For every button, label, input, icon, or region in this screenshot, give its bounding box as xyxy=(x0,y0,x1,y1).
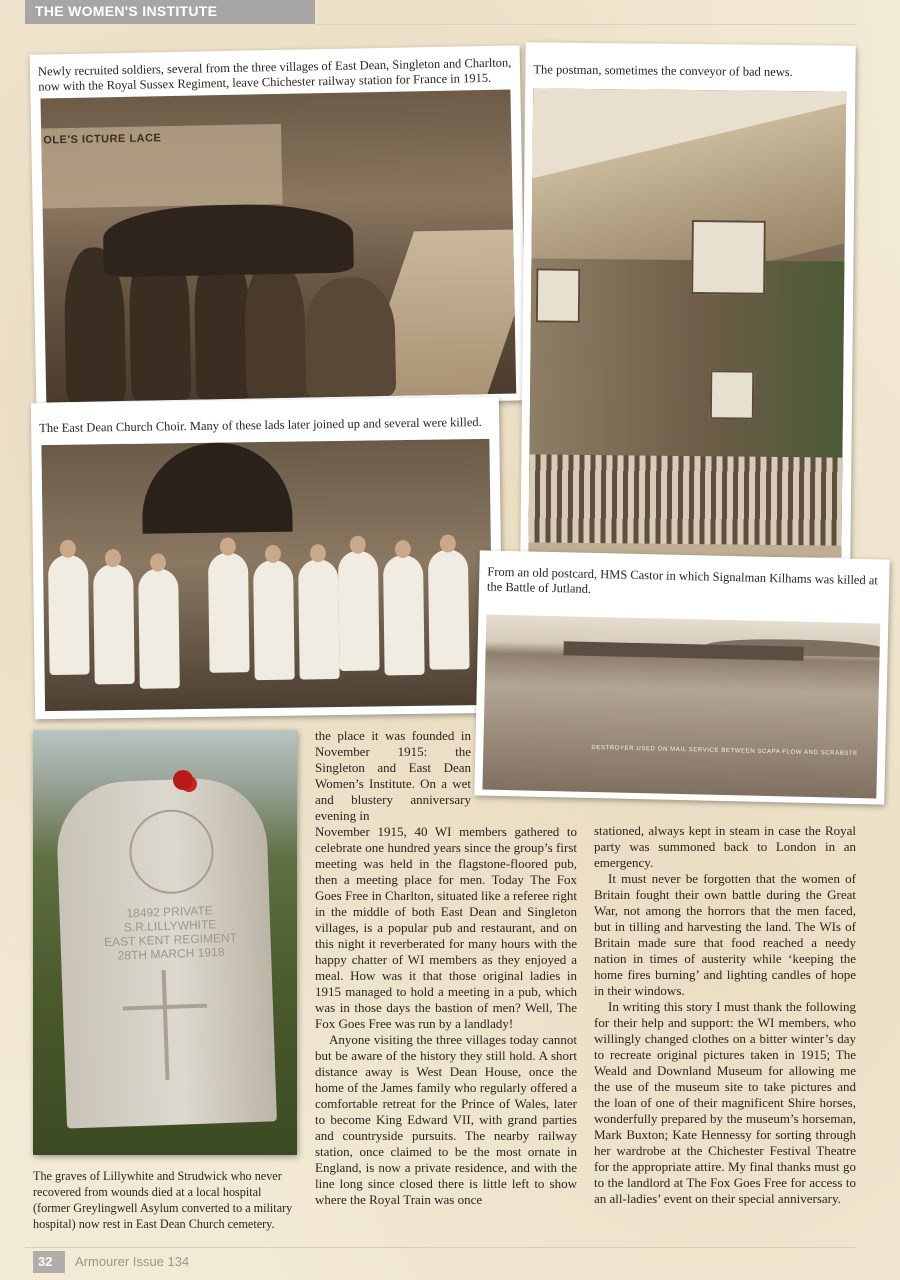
headstone-inscription: 18492 PRIVATE S.R.LILLYWHITE EAST KENT REGIMENT 28TH MARCH 1918 xyxy=(103,903,238,963)
image-gravestone xyxy=(33,730,297,1155)
image-soldiers-station xyxy=(40,90,516,403)
caption-choir: The East Dean Church Choir. Many of these lads later joined up and several were killed. xyxy=(39,414,482,436)
poppy-icon xyxy=(173,770,193,790)
section-title: THE WOMEN'S INSTITUTE xyxy=(35,3,218,19)
footer-rule xyxy=(25,1247,855,1248)
article-paragraph: Anyone visiting the three villages today cannot but be aware of the history they still hold. A short distance away is West Dean House, once the home of the James family who regularly offered a comfortable retreat for the Prince of Wales, later to become King Edward VII, with grand parties and countryside pursuits. The nearby railway station, once claimed to be the most ornate in England, is now a private residence, and with the line long since closed there is little left to show where the Royal Train was once xyxy=(315,1032,577,1207)
article-column-2 xyxy=(594,823,856,1207)
article-paragraph: In writing this story I must thank the following for their help and support: the WI members, who willingly changed clothes on a bitter winter’s day to recreate original pictures taken in 1915; The Weald and Downland Museum for allowing me the use of the museum site to take pictures and the loan of one of their magnificent Shire horses, wonderfully prepared by the museum’s horseman, Mark Buxton; Kate Hennessy for sorting through her wardrobe at the Chichester Festival Theatre for the appropriate attire. My final thanks must go to the landlord at The Fox Goes Free for access to an all-ladies’ event on their special anniversary. xyxy=(594,999,856,1206)
church-doorway xyxy=(141,442,292,534)
article-column-1 xyxy=(315,728,577,1208)
publication-name: Armourer Issue 134 xyxy=(75,1254,190,1269)
headstone xyxy=(55,776,277,1128)
photo-soldiers xyxy=(30,45,527,409)
article-paragraph: It must never be forgotten that the women of Britain fought their own battle during the Great War, not among the horrors that the men faced, but in tilling and harvesting the land. The WIs of Britain made sure that food reached a needy nation in times of austerity while ‘keeping the home fires burning’ and lighting candles of hope in their windows. xyxy=(594,871,856,998)
page-number: 32 xyxy=(38,1254,53,1269)
article-intro: the place it was founded in November 1915: the Singleton and East Dean Women’s Institute. On a wet and blustery anniversary evening in xyxy=(315,728,471,823)
image-church-choir xyxy=(41,439,493,711)
image-postman-cottage xyxy=(528,88,846,557)
caption-grave: The graves of Lillywhite and Strudwick who never recovered from wounds died at a local hospital (former Greylingwell Asylum converted to a military hospital) now rest in East Dean Church cemetery. xyxy=(33,1169,293,1231)
section-header-bar xyxy=(25,0,315,24)
photo-choir xyxy=(31,397,503,720)
page-number-box xyxy=(33,1251,65,1273)
article-paragraph: November 1915, 40 WI members gathered to celebrate one hundred years since the group’s first meeting was held in the flagstone-floored pub, then a meeting place for men. Today The Fox Goes Free in Charlton, situated like a referee right in the middle of both East Dean and Singleton villages, is a popular pub and restaurant, and on this night it reverberated for many hours with the happy chatter of WI members as they enjoyed a meal. How was it that those original ladies in 1915 managed to hold a meeting in a pub, which was in those days the bastion of men? Well, The Fox Goes Free was run by a landlady! xyxy=(315,824,577,1031)
article-paragraph: stationed, always kept in steam in case the Royal party was summoned back to London in an emergency. xyxy=(594,823,856,870)
photo-grave xyxy=(33,730,297,1155)
caption-soldiers: Newly recruited soldiers, several from the three villages of East Dean, Singleton and Charlton, now with the Royal Sussex Regiment, leave Chichester railway station for France in 1915. xyxy=(37,55,512,94)
regimental-badge xyxy=(128,808,215,895)
header-rule xyxy=(315,24,855,25)
picture-palace-sign: OLE'S ICTURE LACE xyxy=(43,132,162,147)
picket-fence xyxy=(528,454,842,547)
photo-postman xyxy=(520,42,855,565)
postcard-inscription: DESTROYER USED ON MAIL SERVICE BETWEEN SCAPA FLOW AND SCRABSTE xyxy=(591,744,858,758)
caption-postman: The postman, sometimes the conveyor of bad news. xyxy=(533,62,793,80)
caption-hms-castor: From an old postcard, HMS Castor in which Signalman Kilhams was killed at the Battle of Jutland. xyxy=(486,564,879,596)
